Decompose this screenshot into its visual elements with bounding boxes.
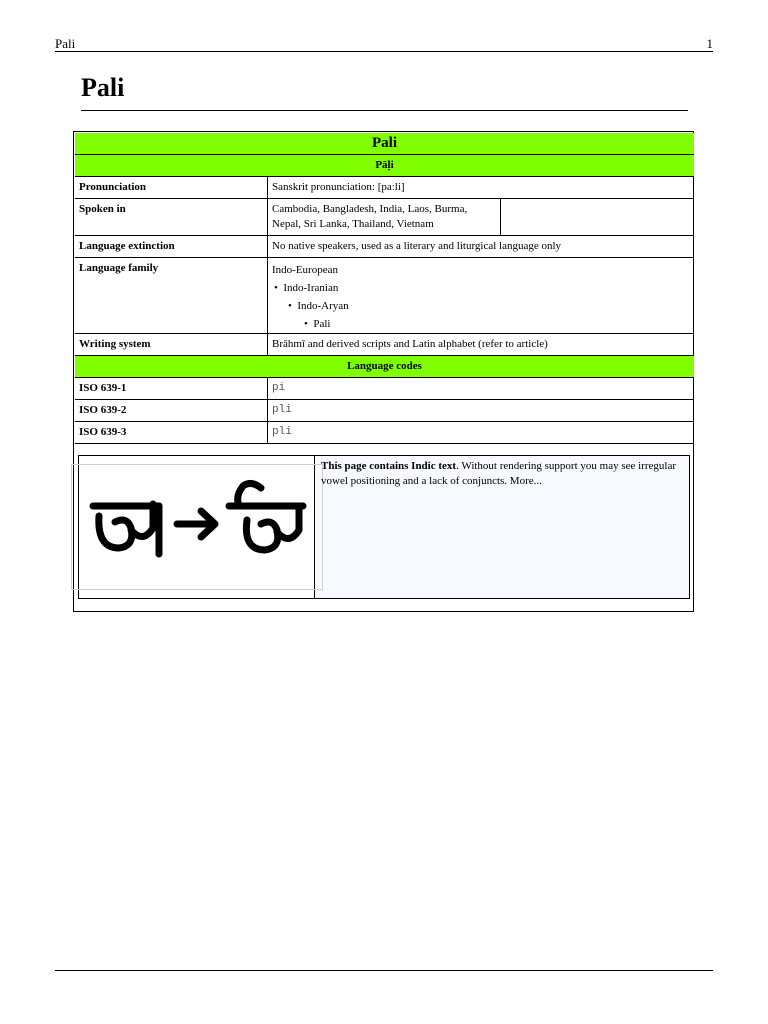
- family-item: Indo-European: [272, 264, 338, 276]
- row-label: ISO 639-3: [75, 422, 268, 443]
- row-label: ISO 639-2: [75, 400, 268, 421]
- row-iso-639-1: [75, 378, 694, 400]
- row-value: [268, 258, 694, 333]
- row-language-family: [75, 258, 694, 334]
- row-value: Brāhmī and derived scripts and Latin alphabet (refer to article): [272, 338, 548, 350]
- row-label: Spoken in: [75, 199, 268, 235]
- row-value: No native speakers, used as a literary and liturgical language only: [272, 240, 562, 252]
- running-title: Pali: [55, 36, 76, 51]
- row-label: ISO 639-1: [75, 378, 268, 399]
- family-item: • Pali: [304, 318, 331, 330]
- row-spoken-in: [75, 199, 694, 236]
- row-iso-639-3: [75, 422, 694, 444]
- row-label: Language family: [75, 258, 268, 333]
- page-number: 1: [706, 36, 713, 51]
- notice-body-text: . Without rendering support you may see irregular vowel positioning and a lack of conjuncts. More...: [321, 460, 676, 487]
- indic-glyph-image: [79, 456, 315, 598]
- row-iso-639-2: [75, 400, 694, 422]
- row-pronunciation: [75, 177, 694, 199]
- row-language-extinction: [75, 236, 694, 258]
- indic-conjunct-icon: [79, 456, 314, 598]
- notice-text: [321, 459, 683, 489]
- row-label: Language extinction: [75, 236, 268, 257]
- indic-text-notice: [78, 455, 690, 599]
- iso-code-link[interactable]: pli: [272, 404, 292, 416]
- language-infobox: [73, 131, 694, 612]
- page-title: Pali: [81, 73, 125, 102]
- row-value: Cambodia, Bangladesh, India, Laos, Burma, Nepal, Sri Lanka, Thailand, Vietnam: [268, 199, 501, 235]
- family-item: • Indo-Aryan: [288, 300, 349, 312]
- language-codes-header: Language codes: [75, 356, 694, 378]
- running-header: [55, 36, 713, 52]
- iso-code-link[interactable]: pi: [272, 382, 286, 394]
- footer-rule: [55, 970, 713, 971]
- iso-code-link[interactable]: pli: [272, 426, 292, 438]
- row-label: Pronunciation: [75, 177, 268, 198]
- notice-bold-text[interactable]: This page contains Indic text: [321, 460, 457, 472]
- row-value: Sanskrit pronunciation: [paːli]: [272, 181, 405, 193]
- infobox-title: Pali: [75, 133, 694, 155]
- infobox-native-name: Pāḷi: [75, 155, 694, 177]
- row-label: Writing system: [75, 334, 268, 355]
- family-item: • Indo-Iranian: [274, 282, 339, 294]
- row-writing-system: [75, 334, 694, 356]
- title-rule: [81, 110, 688, 111]
